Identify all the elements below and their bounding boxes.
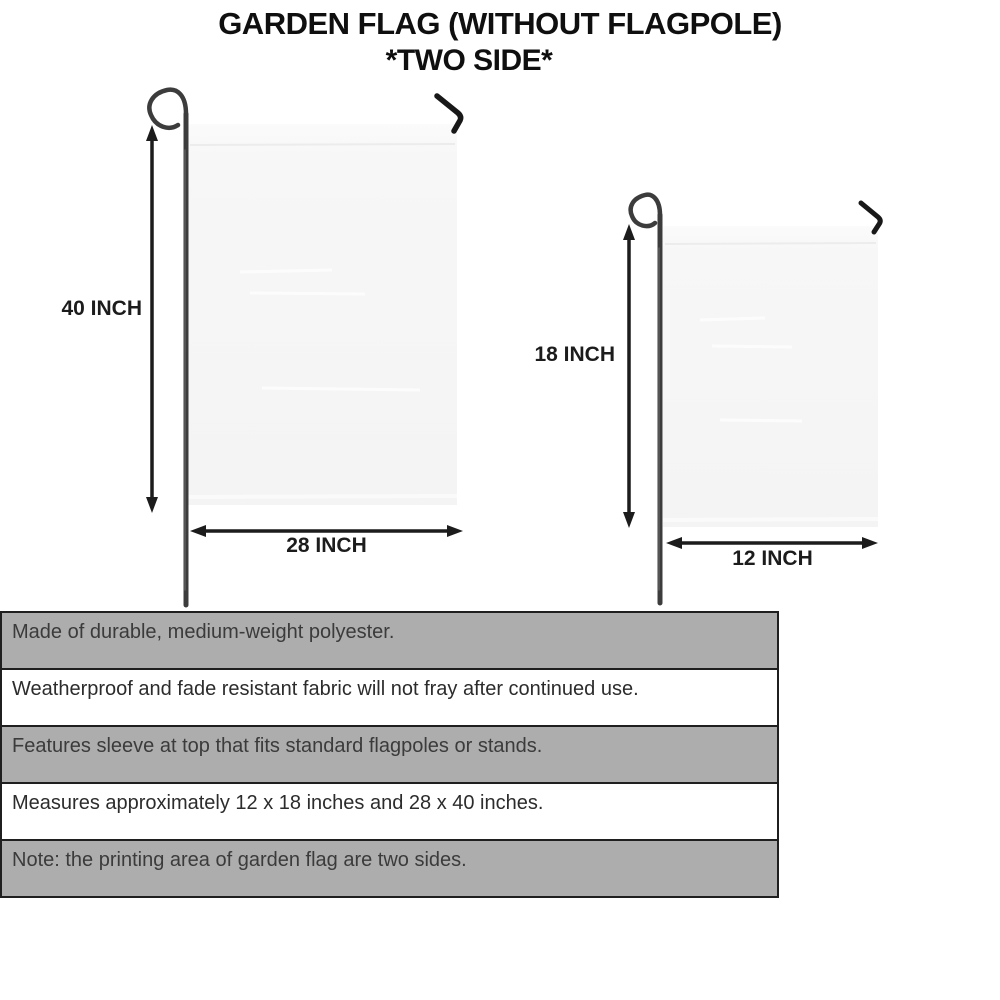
- pole-loop-icon: [149, 90, 186, 128]
- large-flag-width-label: 28 INCH: [286, 534, 367, 557]
- small-flag-pole: [631, 195, 660, 603]
- page-subtitle: *TWO SIDE*: [385, 44, 553, 77]
- large-flag: [188, 124, 457, 505]
- small-flag-bottom-fold: [663, 519, 878, 520]
- large-flag-height-arrow: [146, 125, 158, 513]
- small-flag-sleeve-seam: [665, 243, 876, 244]
- small-flag-width-label: 12 INCH: [732, 547, 813, 570]
- small-flag: [663, 226, 878, 527]
- page-title: GARDEN FLAG (WITHOUT FLAGPOLE): [218, 6, 782, 41]
- large-flag-pole: [149, 90, 186, 605]
- feature-row-material: Made of durable, medium-weight polyester.: [2, 613, 777, 670]
- small-flag-fabric: [663, 226, 878, 527]
- feature-table: [0, 611, 779, 898]
- feature-row-sleeve: Features sleeve at top that fits standard flagpoles or stands.: [2, 727, 777, 784]
- small-flag-height-label: 18 INCH: [534, 343, 615, 366]
- large-flag-bottom-fold: [188, 496, 457, 497]
- pole-loop-icon: [631, 195, 660, 226]
- feature-row-measurements: Measures approximately 12 x 18 inches and 28 x 40 inches.: [2, 784, 777, 841]
- large-flag-height-label: 40 INCH: [61, 297, 142, 320]
- small-flag-height-arrow: [623, 224, 635, 528]
- large-flag-fabric: [188, 124, 457, 505]
- large-flag-sleeve-seam: [190, 144, 455, 145]
- feature-row-note: Note: the printing area of garden flag are two sides.: [2, 841, 777, 896]
- feature-row-weatherproof: Weatherproof and fade resistant fabric will not fray after continued use.: [2, 670, 777, 727]
